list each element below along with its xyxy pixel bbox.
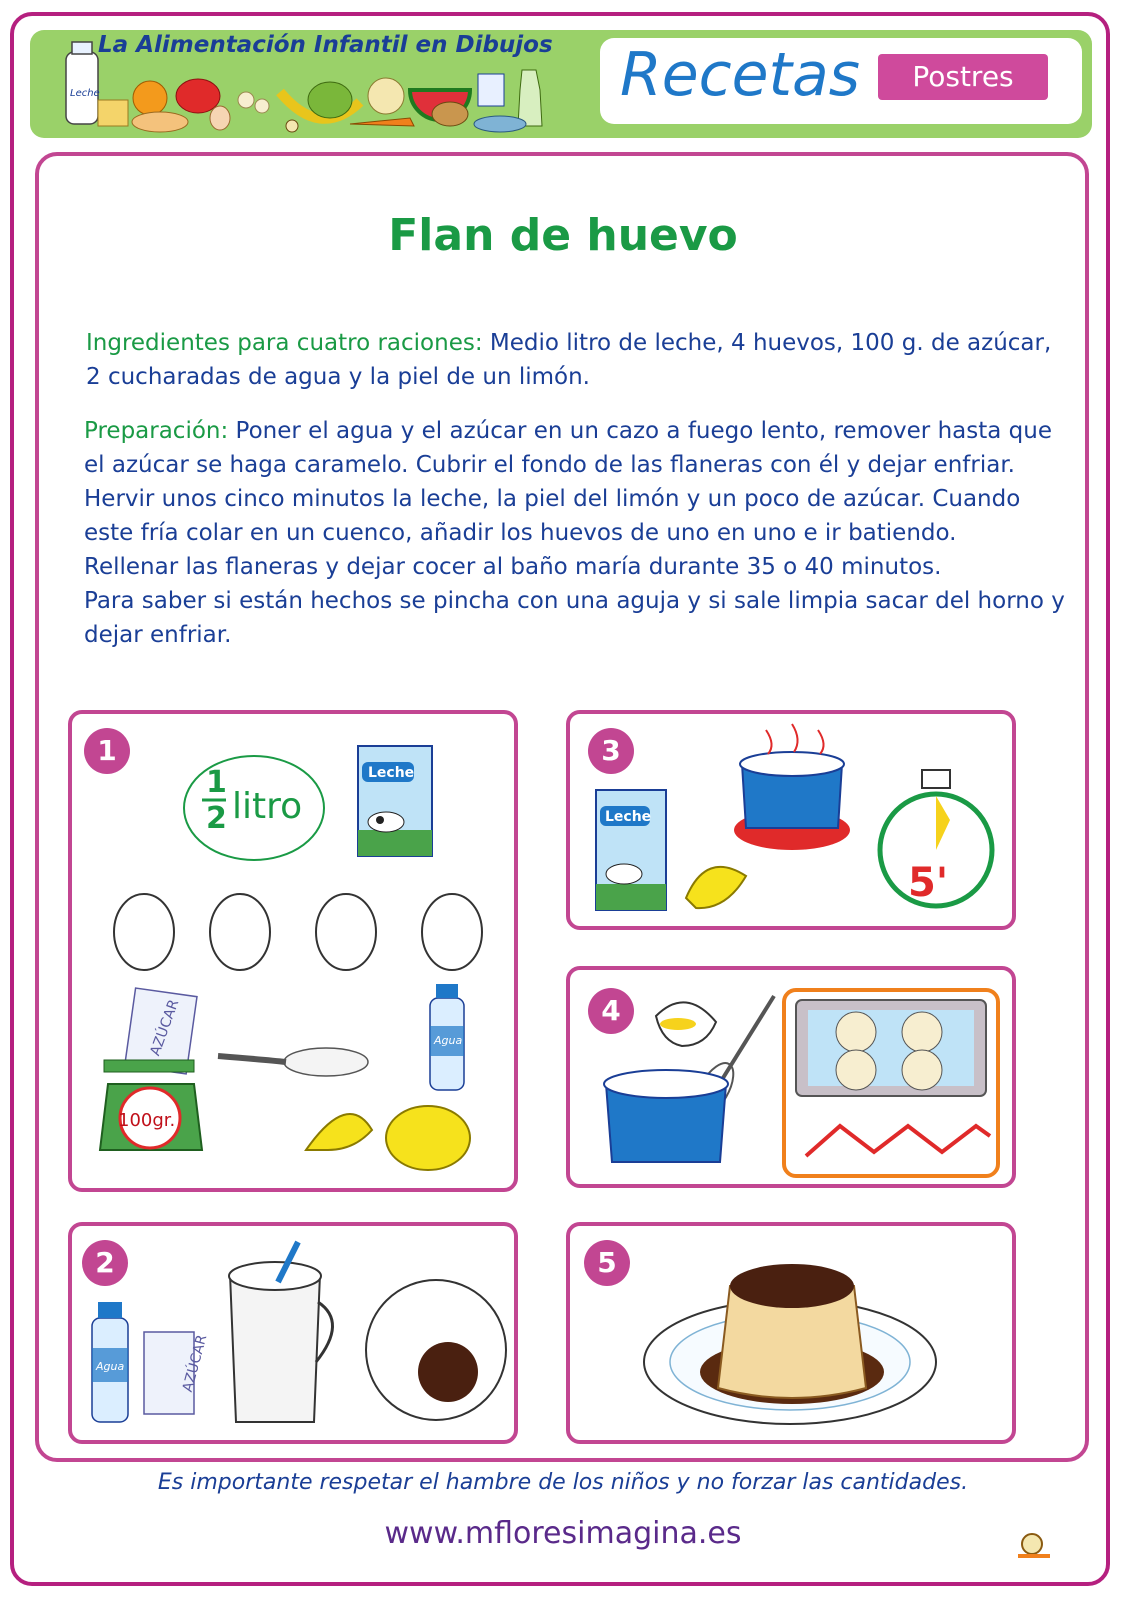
step-5-illustration xyxy=(566,1222,1016,1444)
step-2-panel xyxy=(68,1222,518,1444)
unit-label: litro xyxy=(232,786,303,827)
step-2-illustration xyxy=(68,1222,518,1444)
water-bottle-label: Agua xyxy=(96,1360,125,1373)
ingredients-paragraph xyxy=(86,326,1076,394)
step-1-illustration xyxy=(68,710,518,1192)
step-number: 5 xyxy=(584,1240,630,1286)
scale-weight-label: 100gr. xyxy=(118,1110,176,1131)
food-illustration xyxy=(30,30,570,138)
step-number: 4 xyxy=(588,988,634,1034)
fraction-numerator: 1 xyxy=(206,765,227,800)
step-3-panel xyxy=(566,710,1016,930)
step-5-panel xyxy=(566,1222,1016,1444)
preparation-line: Poner el agua y el azúcar en un cazo a fuego lento, remover hasta que xyxy=(228,418,1052,444)
preparation-line: dejar enfriar. xyxy=(84,622,232,648)
water-bottle-label: Agua xyxy=(434,1034,463,1047)
category-badge: Postres xyxy=(878,54,1048,100)
step-number: 2 xyxy=(82,1240,128,1286)
ingredients-line: Medio litro de leche, 4 huevos, 100 g. de azúcar, xyxy=(482,330,1052,356)
series-title: La Alimentación Infantil en Dibujos xyxy=(98,32,553,58)
ingredients-line: 2 cucharadas de agua y la piel de un limón. xyxy=(86,364,590,390)
recipe-title: Flan de huevo xyxy=(388,210,738,261)
snail-icon xyxy=(1014,1530,1054,1560)
milk-carton-label: Leche xyxy=(368,765,415,781)
svg-text:Leche: Leche xyxy=(70,88,100,99)
preparation-line: el azúcar se haga caramelo. Cubrir el fondo de las flaneras con él y dejar enfriar. xyxy=(84,452,1015,478)
website-link[interactable]: www.mfloresimagina.es xyxy=(384,1516,742,1551)
ingredients-label: Ingredientes para cuatro raciones: xyxy=(86,330,483,356)
footer-note: Es importante respetar el hambre de los niños y no forzar las cantidades. xyxy=(157,1470,969,1495)
step-number: 3 xyxy=(588,728,634,774)
header-banner xyxy=(30,30,1092,138)
step-number: 1 xyxy=(84,728,130,774)
step-4-panel xyxy=(566,966,1016,1188)
preparation-paragraph xyxy=(84,414,1074,652)
step-1-panel xyxy=(68,710,518,1192)
preparation-label: Preparación: xyxy=(84,418,229,444)
preparation-line: Rellenar las flaneras y dejar cocer al baño maría durante 35 o 40 minutos. xyxy=(84,554,942,580)
preparation-line: este fría colar en un cuenco, añadir los huevos de uno en uno e ir batiendo. xyxy=(84,520,957,546)
sugar-packet-label: AZÚCAR xyxy=(147,997,183,1058)
timer-label: 5' xyxy=(908,860,949,906)
step-4-illustration xyxy=(566,966,1016,1188)
preparation-line: Hervir unos cinco minutos la leche, la piel del limón y un poco de azúcar. Cuando xyxy=(84,486,1021,512)
recetas-box xyxy=(600,38,1082,124)
preparation-line: Para saber si están hechos se pincha con una aguja y si sale limpia sacar del horno y xyxy=(84,588,1065,614)
section-title: Recetas xyxy=(620,40,861,110)
step-3-illustration xyxy=(566,710,1016,930)
milk-carton-label: Leche xyxy=(605,809,652,825)
sugar-packet-label: AZÚCAR xyxy=(179,1333,211,1394)
fraction-denominator: 2 xyxy=(206,801,227,836)
